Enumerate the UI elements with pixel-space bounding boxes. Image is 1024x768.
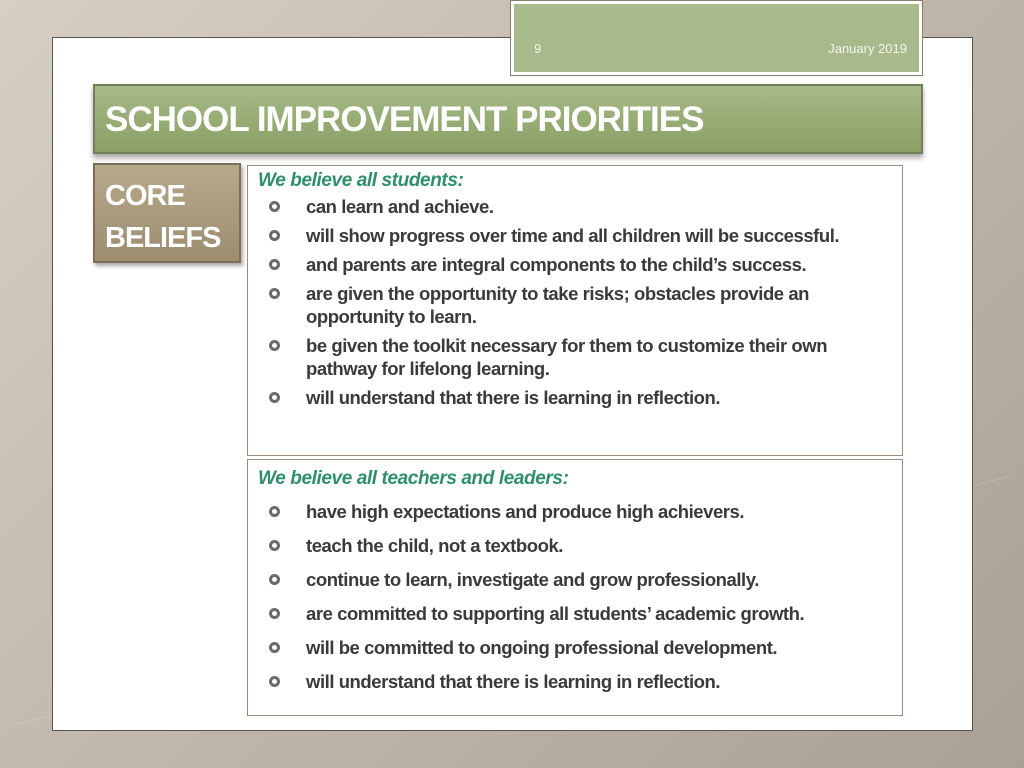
list-item — [268, 534, 892, 557]
list-item — [268, 334, 892, 380]
circle-bullet-icon — [269, 230, 280, 241]
slide-date: January 2019 — [828, 41, 907, 56]
list-item — [268, 602, 892, 625]
list-item-text: teach the child, not a textbook. — [306, 535, 563, 556]
teachers-heading: We believe all teachers and leaders: — [258, 468, 569, 489]
footer-box — [510, 0, 923, 76]
list-item — [268, 500, 892, 523]
list-item — [268, 386, 892, 409]
core-label-line2: BELIEFS — [105, 222, 221, 254]
slide-title: SCHOOL IMPROVEMENT PRIORITIES — [105, 100, 704, 139]
students-beliefs-box — [247, 165, 903, 456]
circle-bullet-icon — [269, 540, 280, 551]
list-item — [268, 636, 892, 659]
circle-bullet-icon — [269, 340, 280, 351]
circle-bullet-icon — [269, 574, 280, 585]
list-item — [268, 670, 892, 693]
circle-bullet-icon — [269, 642, 280, 653]
list-item — [268, 253, 892, 276]
list-item-text: be given the toolkit necessary for them to customize their own pathway for lifelong learning. — [306, 335, 828, 379]
list-item-text: can learn and achieve. — [306, 196, 494, 217]
list-item-text: and parents are integral components to the child’s success. — [306, 254, 807, 275]
core-label-line1: CORE — [105, 180, 185, 212]
students-heading: We believe all students: — [258, 170, 464, 191]
list-item — [268, 568, 892, 591]
list-item-text: will understand that there is learning in reflection. — [306, 671, 721, 692]
circle-bullet-icon — [269, 506, 280, 517]
core-beliefs-label — [93, 163, 241, 263]
list-item-text: are committed to supporting all students’ academic growth. — [306, 603, 805, 624]
circle-bullet-icon — [269, 259, 280, 270]
title-bar — [93, 84, 923, 154]
list-item-text: are given the opportunity to take risks; obstacles provide an opportunity to learn. — [306, 283, 810, 327]
circle-bullet-icon — [269, 676, 280, 687]
circle-bullet-icon — [269, 288, 280, 299]
list-item-text: will understand that there is learning in reflection. — [306, 387, 721, 408]
circle-bullet-icon — [269, 608, 280, 619]
list-item-text: will show progress over time and all children will be successful. — [306, 225, 840, 246]
circle-bullet-icon — [269, 201, 280, 212]
list-item-text: have high expectations and produce high achievers. — [306, 501, 745, 522]
list-item-text: will be committed to ongoing professional development. — [306, 637, 778, 658]
list-item — [268, 224, 892, 247]
list-item-text: continue to learn, investigate and grow professionally. — [306, 569, 759, 590]
circle-bullet-icon — [269, 392, 280, 403]
list-item — [268, 195, 892, 218]
list-item — [268, 282, 892, 328]
teachers-beliefs-box — [247, 459, 903, 716]
slide-number: 9 — [534, 41, 542, 56]
